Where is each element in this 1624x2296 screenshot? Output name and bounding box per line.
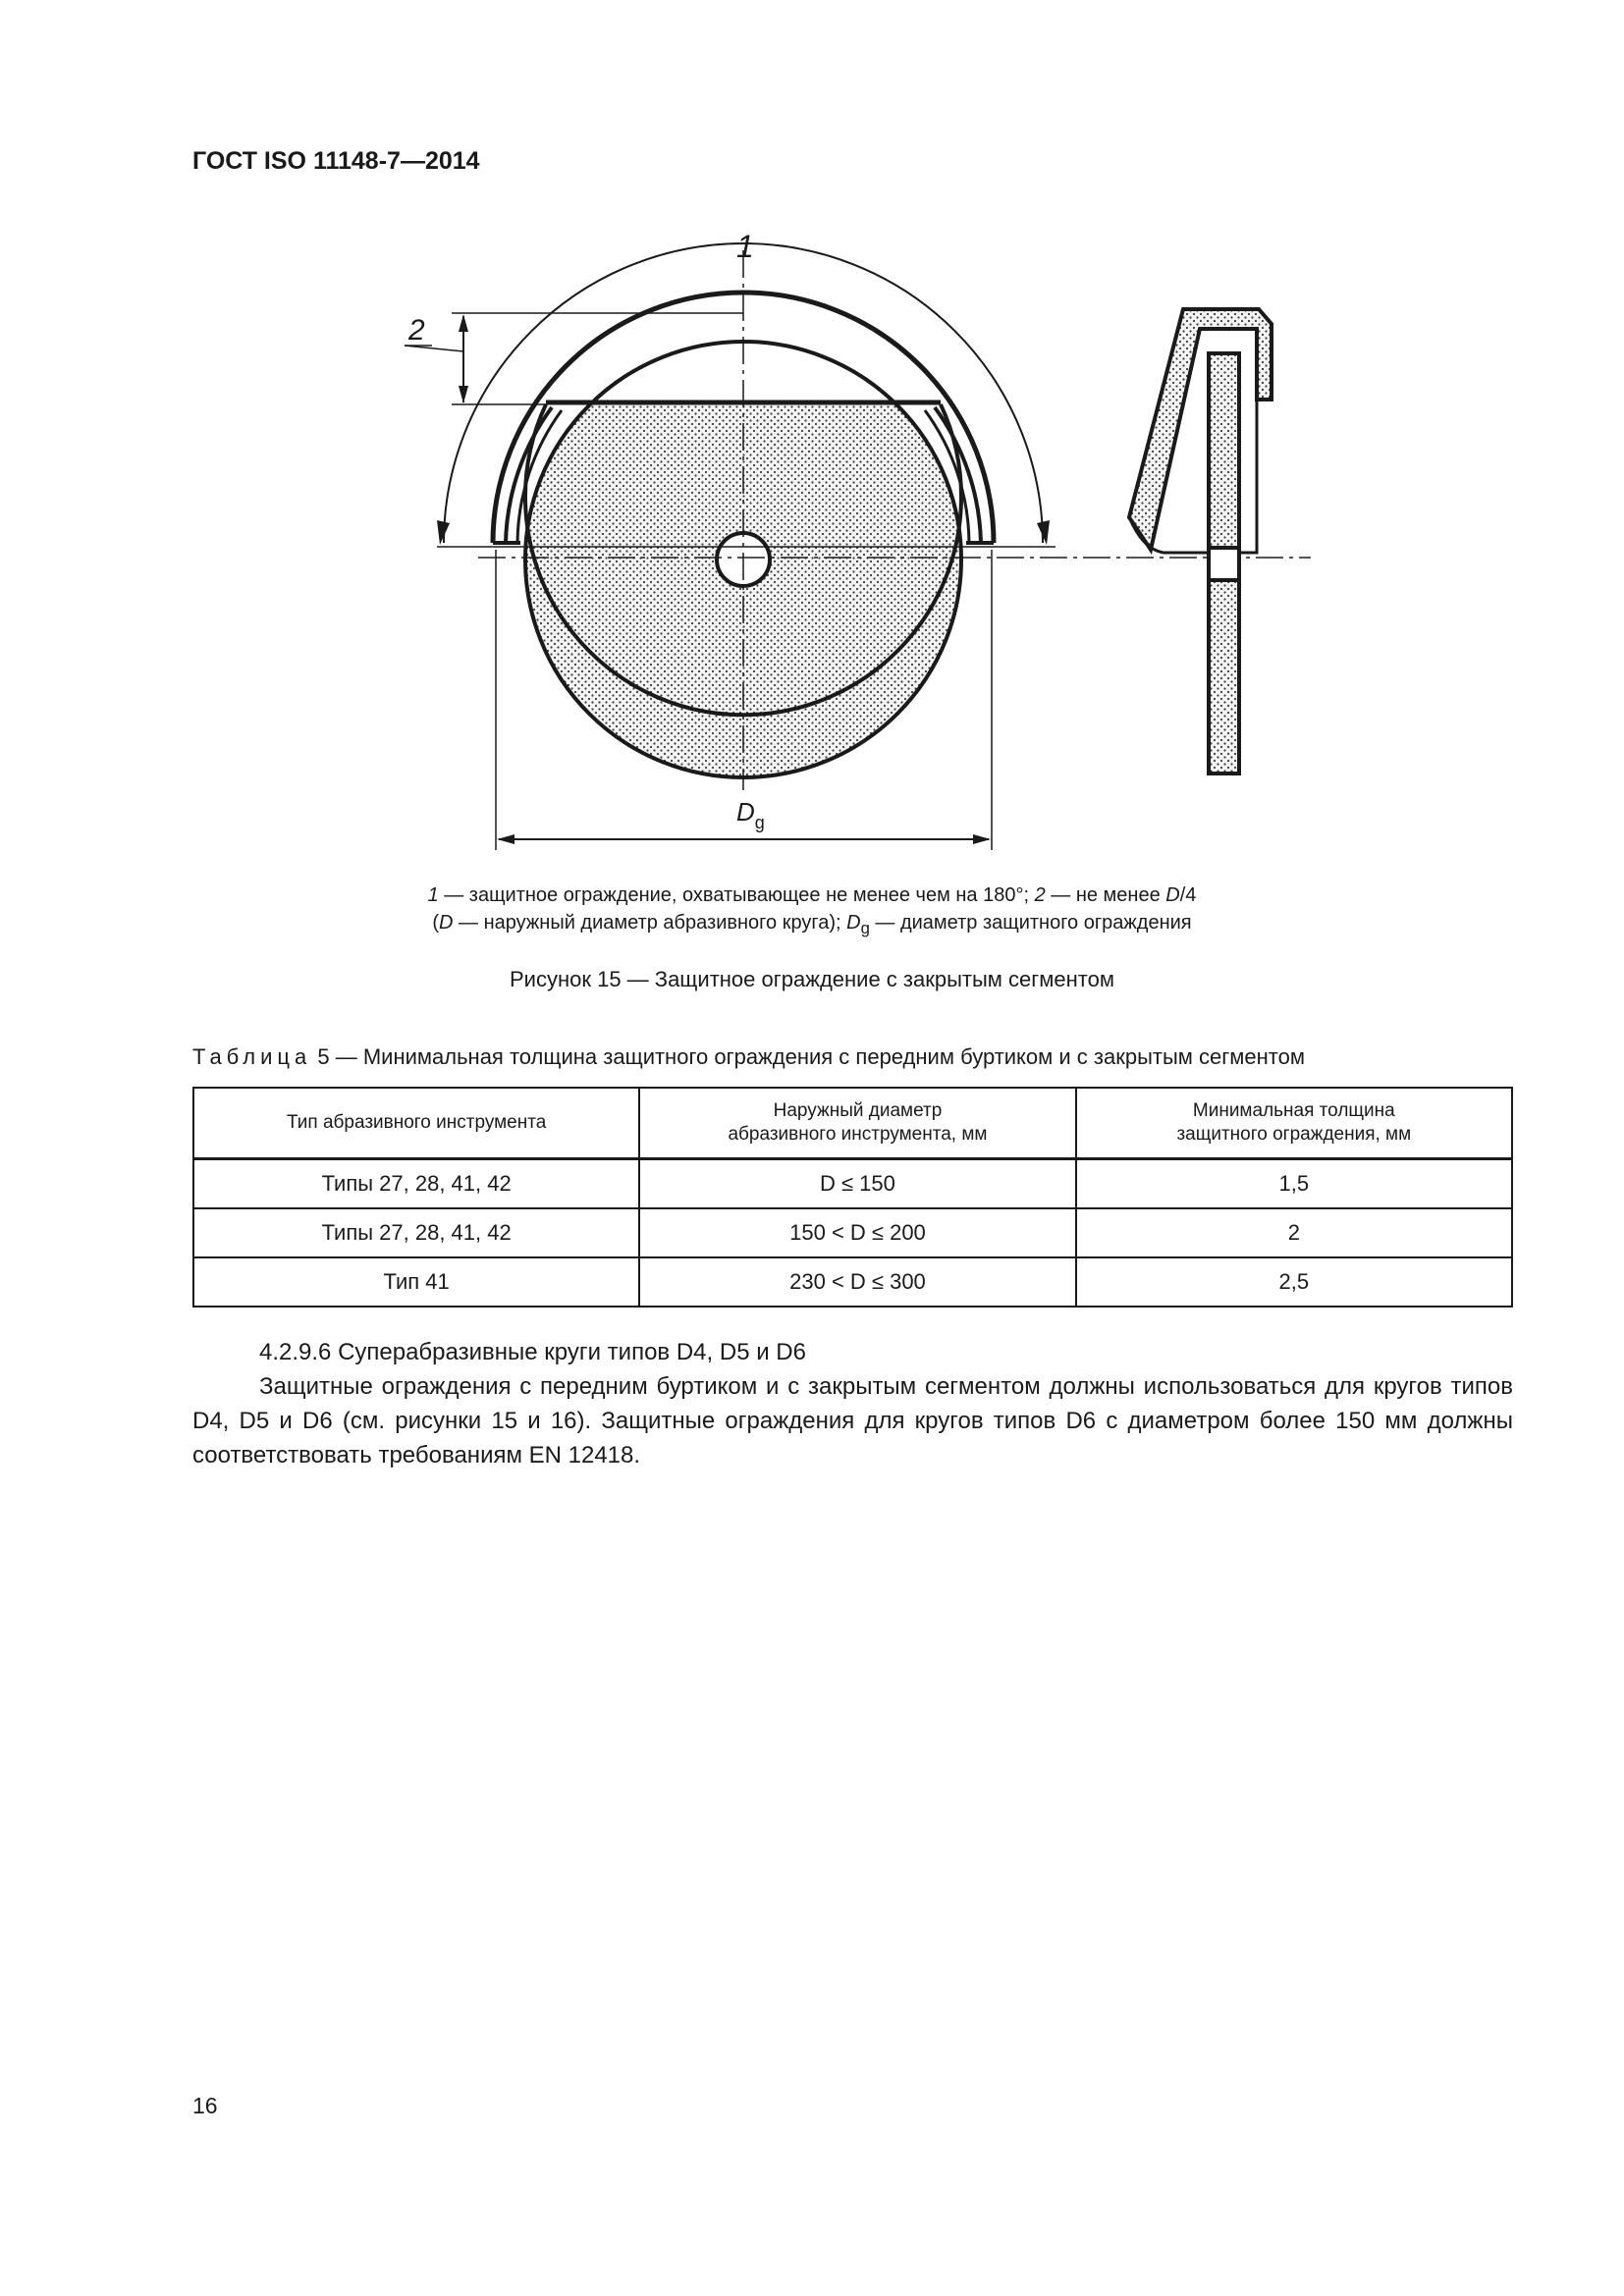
table-cell: Типы 27, 28, 41, 42 <box>193 1208 639 1257</box>
figure-label-dg-sub: g <box>754 813 765 832</box>
svg-text:Dg <box>736 797 765 832</box>
section-heading: 4.2.9.6 Суперабразивные круги типов D4, D5 и D6 <box>259 1339 806 1365</box>
table-header-type: Тип абразивного инструмента <box>193 1088 639 1159</box>
figure-label-dg: D <box>736 797 755 827</box>
document-header: ГОСТ ISO 11148-7—2014 <box>192 147 480 175</box>
figure-label-1: 1 <box>736 229 754 264</box>
table-header-row <box>193 1088 1512 1159</box>
side-view-guard <box>1129 309 1272 553</box>
table-row <box>193 1159 1512 1209</box>
table-title <box>192 1044 1305 1070</box>
legend-line-2: (D — наружный диаметр абразивного круга); $D_g$ — диаметр защитного ограждения <box>432 912 1192 937</box>
table-cell: 2,5 <box>1076 1257 1512 1307</box>
table-cell: D ≤ 150 <box>639 1159 1075 1209</box>
table-header-thickness: Минимальная толщина защитного ограждения, мм <box>1076 1088 1512 1159</box>
section-body <box>192 1335 1513 1472</box>
figure-label-2: 2 <box>408 314 425 347</box>
figure-legend <box>192 881 1432 942</box>
thickness-table <box>192 1087 1513 1308</box>
table-cell: Тип 41 <box>193 1257 639 1307</box>
table-cell: Типы 27, 28, 41, 42 <box>193 1159 639 1209</box>
table-header-diameter: Наружный диаметр абразивного инструмента, мм <box>639 1088 1075 1159</box>
table-cell: 1,5 <box>1076 1159 1512 1209</box>
table-row <box>193 1208 1512 1257</box>
figure-caption: Рисунок 15 — Защитное ограждение с закрытым сегментом <box>510 967 1114 991</box>
legend-line-1: 1 — защитное ограждение, охватывающее не менее чем на 180°; 2 — не менее D/4 <box>427 884 1197 906</box>
table-cell: 150 < D ≤ 200 <box>639 1208 1075 1257</box>
table-cell: 230 < D ≤ 300 <box>639 1257 1075 1307</box>
table-title-rest: 5 — Минимальная толщина защитного ограждения с передним буртиком и с закрытым сегментом <box>311 1044 1305 1069</box>
table-row <box>193 1257 1512 1307</box>
page-number: 16 <box>192 2093 218 2118</box>
figure-15-drawing <box>0 0 1624 883</box>
table-cell: 2 <box>1076 1208 1512 1257</box>
abrasive-wheel <box>520 404 972 787</box>
section-paragraph: Защитные ограждения с передним буртиком и с закрытым сегментом должны использоваться для кругов типов D4, D5 и D6 (см. рисунки 15 и 16). Защитные ограждения для кругов типов D6 с диаметром более 150 мм должны соответствовать требованиям EN 12418. <box>192 1373 1513 1468</box>
side-view-wheel <box>1209 353 1239 774</box>
table-title-prefix: Таблица <box>192 1044 312 1069</box>
